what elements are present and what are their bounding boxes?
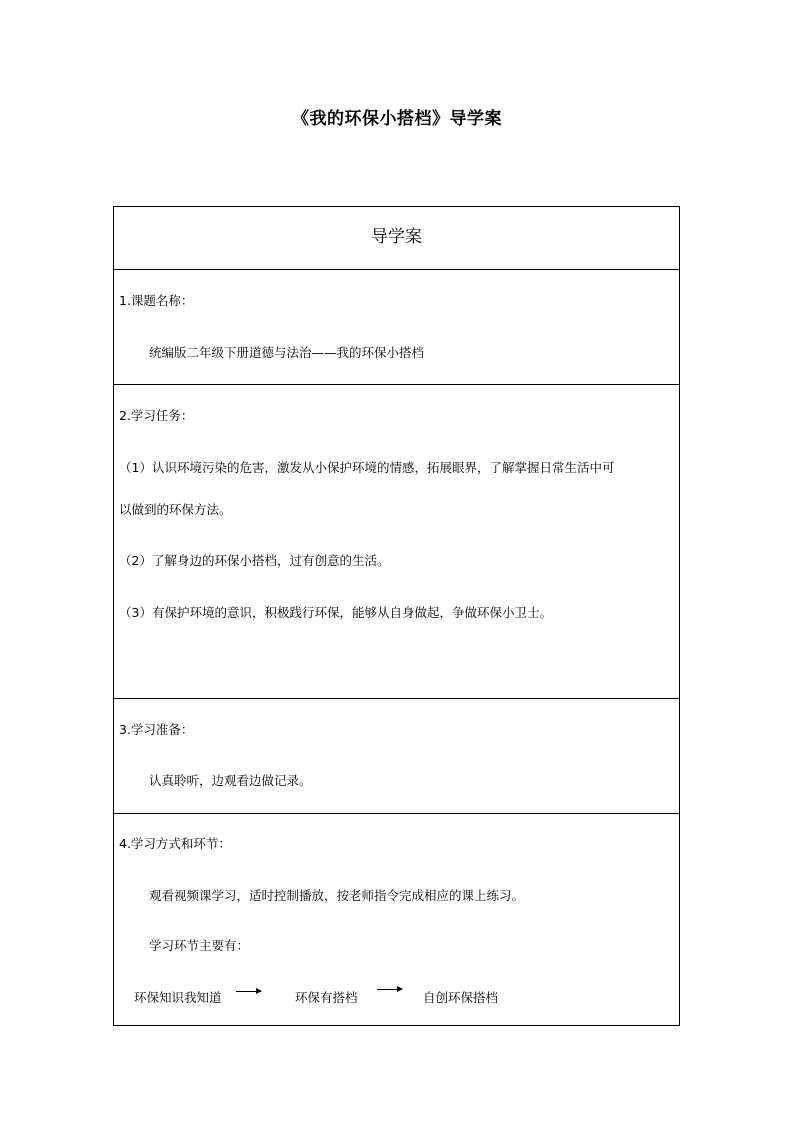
section-tasks bbox=[114, 385, 679, 699]
section-preparation-content: 认真聆听，边观看边做记录。 bbox=[149, 773, 312, 788]
section-topic-heading: 1.课题名称： bbox=[119, 293, 194, 308]
section-topic-content: 统编版二年级下册道德与法治——我的环保小搭档 bbox=[149, 345, 425, 360]
section-method-heading: 4.学习方式和环节： bbox=[119, 836, 231, 851]
step-2: 环保有搭档 bbox=[295, 990, 358, 1005]
task-item-3: （3）有保护环境的意识，积极践行环保，能够从自身做起，争做环保小卫士。 bbox=[119, 605, 552, 620]
arrow-right-icon bbox=[377, 989, 402, 990]
document-title: 《我的环保小搭档》导学案 bbox=[292, 109, 502, 129]
section-method-content: 观看视频课学习，适时控制播放，按老师指令完成相应的课上练习。 bbox=[149, 888, 525, 903]
steps-intro: 学习环节主要有： bbox=[149, 938, 250, 953]
step-3: 自创环保搭档 bbox=[423, 990, 499, 1005]
section-preparation bbox=[114, 699, 679, 814]
section-topic bbox=[114, 270, 679, 385]
arrow-right-icon bbox=[236, 991, 261, 992]
table-header-title: 导学案 bbox=[371, 227, 422, 247]
section-method bbox=[114, 814, 679, 1025]
task-item-1-line-2: 以做到的环保方法。 bbox=[119, 502, 232, 517]
study-guide-table bbox=[113, 206, 680, 1026]
task-item-2: （2）了解身边的环保小搭档，过有创意的生活。 bbox=[119, 553, 390, 568]
section-preparation-heading: 3.学习准备： bbox=[119, 722, 194, 737]
section-tasks-heading: 2.学习任务： bbox=[119, 408, 194, 423]
table-header-row bbox=[114, 207, 679, 270]
step-1: 环保知识我知道 bbox=[134, 990, 222, 1005]
task-item-1-line-1: （1）认识环境污染的危害，激发从小保护环境的情感，拓展眼界，了解掌握日常生活中可 bbox=[119, 460, 615, 475]
